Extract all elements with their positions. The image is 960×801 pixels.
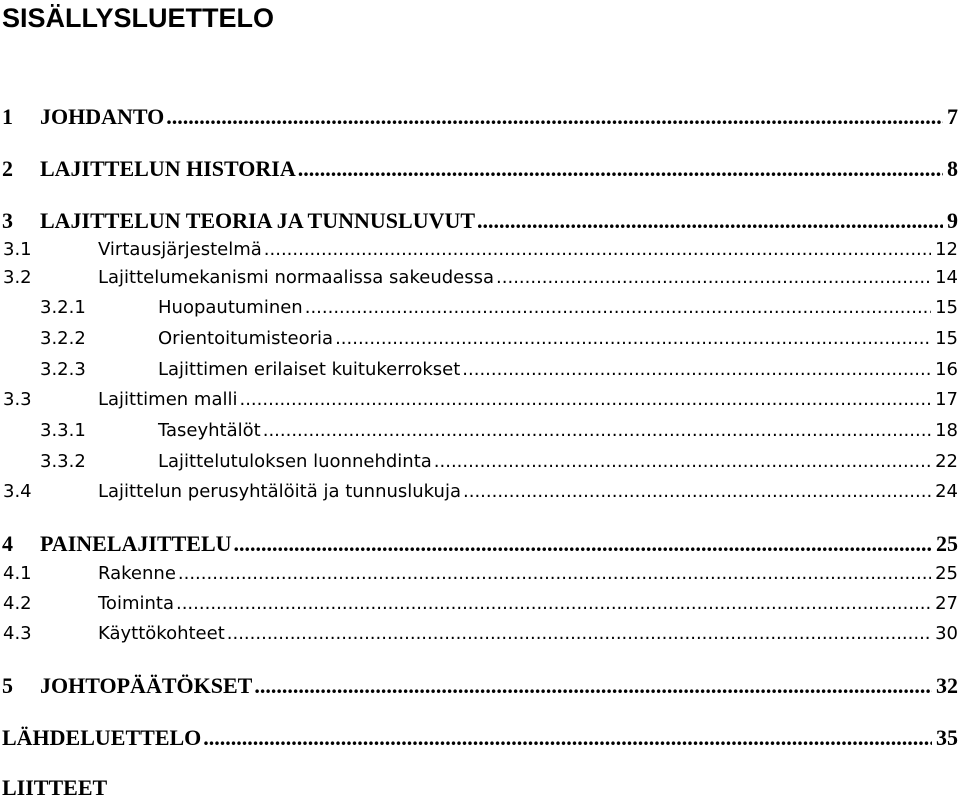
toc-leader-dots — [463, 479, 931, 505]
toc-entry[interactable] — [0, 237, 960, 263]
toc-entry[interactable] — [0, 326, 960, 352]
toc-entry-page: 24 — [935, 481, 958, 502]
toc-entry-page: 25 — [935, 563, 958, 584]
toc-leader-dots — [298, 156, 943, 182]
toc-entry[interactable] — [0, 725, 960, 751]
toc-entry-page: 16 — [935, 359, 958, 380]
toc-entry[interactable] — [0, 673, 960, 699]
toc-leader-dots — [254, 673, 932, 699]
toc-entry[interactable] — [0, 775, 960, 801]
toc-entry-number: 4.1 — [3, 563, 32, 584]
toc-entry-number: 3.4 — [3, 481, 32, 502]
toc-entry-title: LAJITTELUN TEORIA JA TUNNUSLUVUT — [40, 208, 476, 233]
toc-entry[interactable] — [0, 357, 960, 383]
toc-entry[interactable] — [0, 418, 960, 444]
toc-entry-title: Huopautuminen — [158, 297, 303, 318]
toc-leader-dots — [176, 591, 931, 617]
toc-entry[interactable] — [0, 208, 960, 234]
toc-entry-number: 3.3 — [3, 389, 32, 410]
toc-entry-title: Lajittimen erilaiset kuitukerrokset — [158, 359, 461, 380]
toc-entry-title: Lajittelumekanismi normaalissa sakeudessa — [98, 267, 495, 288]
toc-entry-number: 4.3 — [3, 623, 32, 644]
toc-entry-page: 17 — [935, 389, 958, 410]
toc-entry-title: LAJITTELUN HISTORIA — [40, 156, 296, 181]
toc-entry-number: 3.2.2 — [40, 328, 86, 349]
toc-entry-number: 1 — [2, 104, 13, 129]
toc-entry-page: 30 — [935, 623, 958, 644]
toc-entry-title: Virtausjärjestelmä — [98, 239, 262, 260]
toc-entry-number: 3.2.3 — [40, 359, 86, 380]
toc-leader-dots — [239, 387, 931, 413]
toc-entry-number: 4 — [2, 531, 13, 556]
toc-entry-page: 14 — [935, 267, 958, 288]
toc-entry[interactable] — [0, 479, 960, 505]
toc-entry-number: 3.2 — [3, 267, 32, 288]
toc-leader-dots — [477, 208, 943, 234]
toc-entry-page: 7 — [947, 104, 958, 129]
toc-entry-page: 25 — [936, 531, 958, 556]
toc-entry[interactable] — [0, 387, 960, 413]
toc-entry[interactable] — [0, 104, 960, 130]
toc-leader-dots — [305, 295, 931, 321]
toc-entry-number: 3.1 — [3, 239, 32, 260]
toc-entry[interactable] — [0, 591, 960, 617]
toc-entry[interactable] — [0, 265, 960, 291]
toc-leader-dots — [335, 326, 931, 352]
toc-leader-dots — [178, 561, 931, 587]
toc-entry-title: JOHDANTO — [40, 104, 165, 129]
toc-entry-title: Orientoitumisteoria — [158, 328, 334, 349]
toc-entry-title: LIITTEET — [2, 775, 108, 800]
toc-entry-page: 27 — [935, 593, 958, 614]
toc-entry-number: 2 — [2, 156, 13, 181]
toc-entry-page: 15 — [935, 297, 958, 318]
toc-leader-dots — [263, 418, 931, 444]
toc-entry-page: 12 — [935, 239, 958, 260]
toc-entry[interactable] — [0, 449, 960, 475]
toc-entry-number: 4.2 — [3, 593, 32, 614]
toc-entry[interactable] — [0, 621, 960, 647]
toc-leader-dots — [462, 357, 931, 383]
toc-entry-number: 3.2.1 — [40, 297, 86, 318]
toc-leader-dots — [264, 237, 931, 263]
toc-leader-dots — [166, 104, 943, 130]
toc-entry-page: 18 — [935, 420, 958, 441]
toc-entry-title: Toiminta — [98, 593, 174, 614]
toc-entry-page: 22 — [935, 451, 958, 472]
toc-entry-title: LÄHDELUETTELO — [2, 725, 202, 750]
toc-entry-title: Rakenne — [98, 563, 176, 584]
toc-entry-page: 8 — [947, 156, 958, 181]
toc-leader-dots — [203, 725, 932, 751]
toc-entry-title: Lajittelun perusyhtälöitä ja tunnuslukuja — [98, 481, 461, 502]
toc-entry-title: Taseyhtälöt — [158, 420, 261, 441]
toc-entry[interactable] — [0, 561, 960, 587]
toc-entry-page: 35 — [936, 725, 958, 750]
toc-entry-page: 9 — [947, 208, 958, 233]
toc-entry-title: JOHTOPÄÄTÖKSET — [40, 673, 253, 698]
toc-entry-title: Lajittelutuloksen luonnehdinta — [158, 451, 432, 472]
toc-leader-dots — [234, 531, 932, 557]
toc-leader-dots — [496, 265, 931, 291]
toc-leader-dots — [434, 449, 931, 475]
toc-entry-number: 3 — [2, 208, 13, 233]
toc-entry-number: 5 — [2, 673, 13, 698]
toc-entry-title: PAINELAJITTELU — [40, 531, 232, 556]
toc-entry-title: Käyttökohteet — [98, 623, 225, 644]
toc-leader-dots — [227, 621, 931, 647]
toc-entry-number: 3.3.1 — [40, 420, 86, 441]
page-title: SISÄLLYSLUETTELO — [2, 3, 275, 33]
toc-entry[interactable] — [0, 295, 960, 321]
toc-entry-number: 3.3.2 — [40, 451, 86, 472]
toc-entry[interactable] — [0, 531, 960, 557]
toc-entry-title: Lajittimen malli — [98, 389, 238, 410]
toc-entry-page: 32 — [936, 673, 958, 698]
toc-entry[interactable] — [0, 156, 960, 182]
toc-entry-page: 15 — [935, 328, 958, 349]
